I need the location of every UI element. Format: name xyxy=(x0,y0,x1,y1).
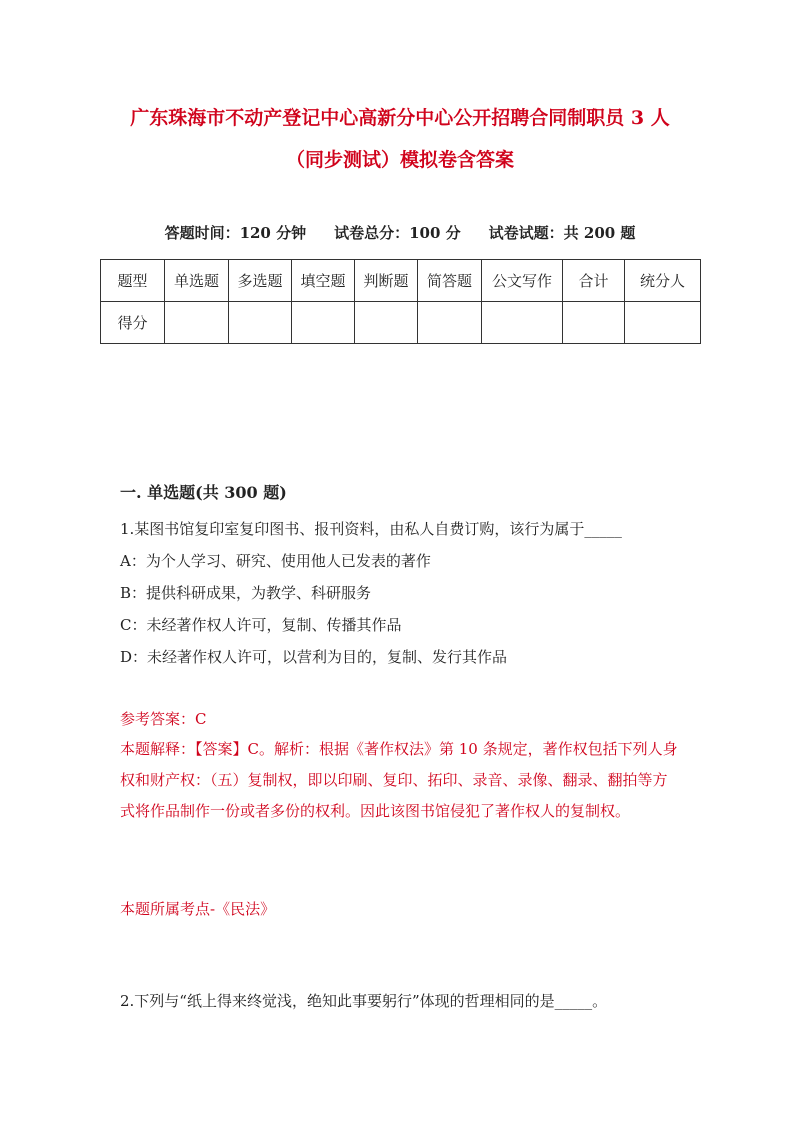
question-1-option-a: A：为个人学习、研究、使用他人已发表的著作 xyxy=(120,552,431,570)
exam-time: 答题时间：120 分钟 xyxy=(164,224,307,242)
exam-total-score: 试卷总分：100 分 xyxy=(334,224,461,242)
score-cell xyxy=(418,302,482,344)
score-table-header-cell: 多选题 xyxy=(229,260,292,302)
question-1-option-d: D：未经著作权人许可，以营利为目的，复制、发行其作品 xyxy=(120,648,508,666)
section-heading: 一. 单选题(共 300 题) xyxy=(120,483,287,502)
question-2-stem: 2.下列与“纸上得来终觉浅，绝知此事要躬行”体现的哲理相同的是_____。 xyxy=(120,992,608,1010)
score-table-header-cell: 合计 xyxy=(563,260,625,302)
score-cell xyxy=(482,302,563,344)
score-table-header-row xyxy=(101,260,701,302)
score-table-header-cell: 简答题 xyxy=(418,260,482,302)
question-1-stem: 1.某图书馆复印室复印图书、报刊资料，由私人自费订购，该行为属于_____ xyxy=(120,520,622,538)
score-table-header-cell: 判断题 xyxy=(355,260,418,302)
question-1-option-b: B：提供科研成果，为教学、科研服务 xyxy=(120,584,372,602)
score-table-score-row xyxy=(101,302,701,344)
document-title-line2: （同步测试）模拟卷含答案 xyxy=(285,149,514,171)
exam-info xyxy=(100,222,700,244)
score-cell xyxy=(229,302,292,344)
score-table-header-cell: 公文写作 xyxy=(482,260,563,302)
score-table-header-cell: 填空题 xyxy=(292,260,355,302)
score-cell xyxy=(292,302,355,344)
score-row-label: 得分 xyxy=(101,302,165,344)
score-cell xyxy=(165,302,229,344)
score-table-header-cell: 统分人 xyxy=(625,260,701,302)
score-table-header-cell: 题型 xyxy=(101,260,165,302)
document-title-line1: 广东珠海市不动产登记中心高新分中心公开招聘合同制职员 3 人 xyxy=(130,107,670,129)
question-1-option-c: C：未经著作权人许可，复制、传播其作品 xyxy=(120,616,402,634)
question-1-explanation: 本题解释：【答案】C。解析：根据《著作权法》第 10 条规定，著作权包括下列人身权和财产权：（五）复制权，即以印刷、复印、拓印、录音、录像、翻录、翻拍等方式将作品制作一份或者多份的权利。因此该图书馆侵犯了著作权人的复制权。 xyxy=(120,740,678,820)
score-table xyxy=(100,259,701,344)
question-1-answer: 参考答案：C xyxy=(120,710,207,728)
score-table-header-cell: 单选题 xyxy=(165,260,229,302)
score-cell xyxy=(355,302,418,344)
question-1-category: 本题所属考点-《民法》 xyxy=(120,900,276,918)
score-cell xyxy=(625,302,701,344)
exam-question-count: 试卷试题：共 200 题 xyxy=(488,224,636,242)
score-cell xyxy=(563,302,625,344)
